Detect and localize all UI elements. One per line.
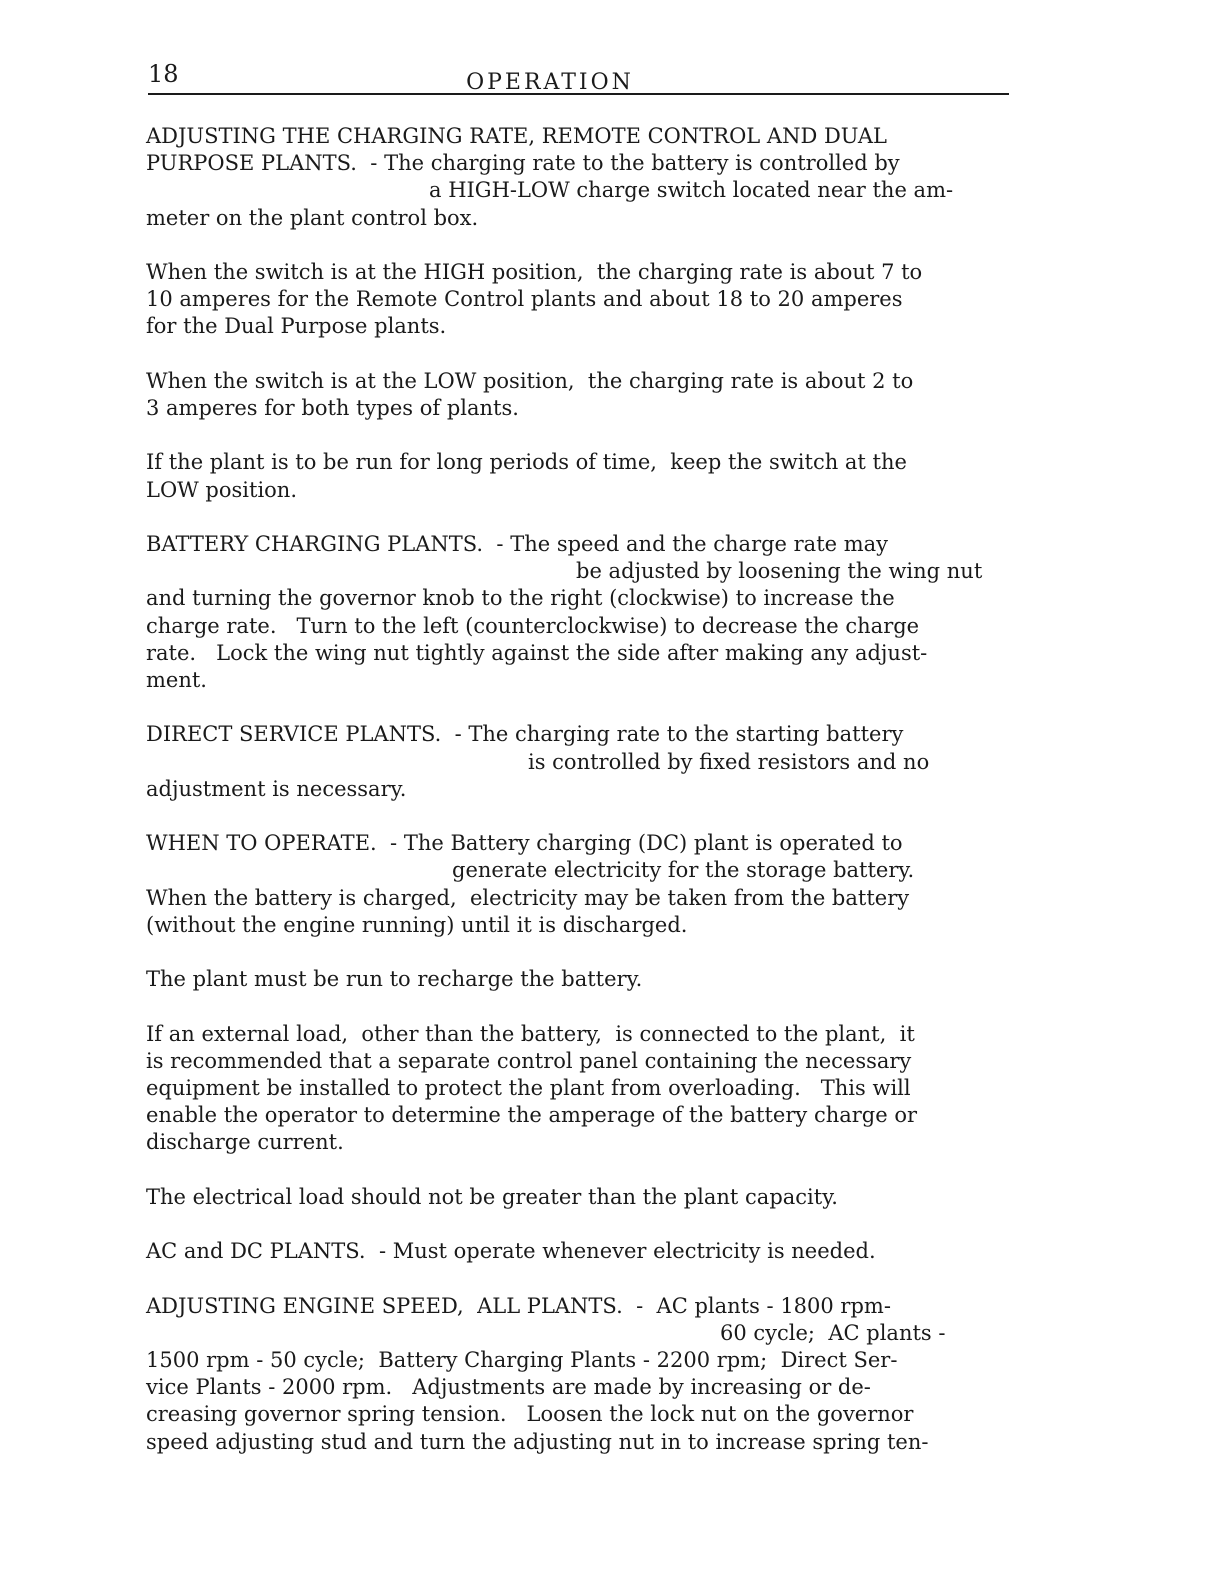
text-line: 60 cycle; AC plants - (720, 1320, 946, 1345)
text-line: When the switch is at the HIGH position, the charging rate is about 7 to (146, 260, 923, 284)
text-line: If an external load, other than the battery, is connected to the plant, it (146, 1021, 915, 1046)
paragraph-ac-dc-plants (146, 1238, 1026, 1265)
text-line: ADJUSTING ENGINE SPEED, ALL PLANTS. - AC plants - 1800 rpm- (146, 1293, 891, 1318)
text-line: The electrical load should not be greater than the plant capacity. (146, 1184, 838, 1209)
page-body (146, 123, 1026, 1483)
text-line: PURPOSE PLANTS. - The charging rate to the battery is controlled by (146, 151, 900, 176)
paragraph-battery-charging-plants (146, 531, 1026, 694)
paragraph-electrical-load (146, 1184, 1026, 1211)
paragraph-high-position (146, 259, 1026, 341)
text-line: a HIGH-LOW charge switch located near the am- (429, 178, 954, 203)
paragraph-recharge (146, 966, 1026, 993)
text-line: When the switch is at the LOW position, the charging rate is about 2 to (146, 368, 914, 393)
text-line: ADJUSTING THE CHARGING RATE, REMOTE CONTROL AND DUAL (146, 124, 887, 148)
paragraph-charging-rate-remote-dual (146, 123, 1026, 232)
text-line: 10 amperes for the Remote Control plants and about 18 to 20 amperes (146, 287, 903, 312)
text-line: meter on the plant control box. (146, 205, 479, 230)
text-line: speed adjusting stud and turn the adjusting nut in to increase spring ten- (146, 1429, 929, 1454)
text-line: BATTERY CHARGING PLANTS. - The speed and the charge rate may (146, 531, 889, 556)
text-line: rate. Lock the wing nut tightly against the side after making any adjust- (146, 640, 928, 665)
text-line: be adjusted by loosening the wing nut (576, 559, 983, 584)
text-line: If the plant is to be run for long periods of time, keep the switch at the (146, 450, 907, 475)
text-line: creasing governor spring tension. Loosen the lock nut on the governor (146, 1402, 914, 1427)
text-line: and turning the governor knob to the right (clockwise) to increase the (146, 586, 895, 611)
text-line: AC and DC PLANTS. - Must operate whenever electricity is needed. (146, 1239, 876, 1264)
section-title: OPERATION (466, 70, 634, 95)
page-number: 18 (148, 60, 179, 88)
header-rule (148, 93, 1009, 95)
text-line: generate electricity for the storage battery. (452, 858, 915, 883)
text-line: The plant must be run to recharge the battery. (146, 967, 643, 992)
text-line: is controlled by fixed resistors and no (528, 749, 930, 774)
text-line: DIRECT SERVICE PLANTS. - The charging rate to the starting battery (146, 722, 904, 747)
text-line: 3 amperes for both types of plants. (146, 396, 519, 420)
text-line: 1500 rpm - 50 cycle; Battery Charging Plants - 2200 rpm; Direct Ser- (146, 1347, 898, 1372)
text-line: ment. (146, 668, 207, 692)
text-line: discharge current. (146, 1130, 344, 1155)
text-line: charge rate. Turn to the left (counterclockwise) to decrease the charge (146, 613, 920, 638)
text-line: adjustment is necessary. (146, 776, 407, 801)
text-line: LOW position. (146, 477, 297, 502)
paragraph-direct-service-plants (146, 721, 1026, 803)
paragraph-engine-speed (146, 1293, 1026, 1456)
text-line: WHEN TO OPERATE. - The Battery charging (DC) plant is operated to (146, 831, 903, 856)
paragraph-long-periods (146, 449, 1026, 503)
text-line: When the battery is charged, electricity may be taken from the battery (146, 885, 910, 910)
text-line: vice Plants - 2000 rpm. Adjustments are made by increasing or de- (146, 1375, 871, 1400)
text-line: enable the operator to determine the amperage of the battery charge or (146, 1103, 918, 1128)
text-line: is recommended that a separate control panel containing the necessary (146, 1048, 912, 1073)
text-line: equipment be installed to protect the plant from overloading. This will (146, 1075, 911, 1100)
paragraph-when-to-operate (146, 830, 1026, 939)
text-line: for the Dual Purpose plants. (146, 314, 447, 339)
paragraph-external-load (146, 1021, 1026, 1157)
text-line: (without the engine running) until it is discharged. (146, 912, 688, 937)
paragraph-low-position (146, 368, 1026, 422)
